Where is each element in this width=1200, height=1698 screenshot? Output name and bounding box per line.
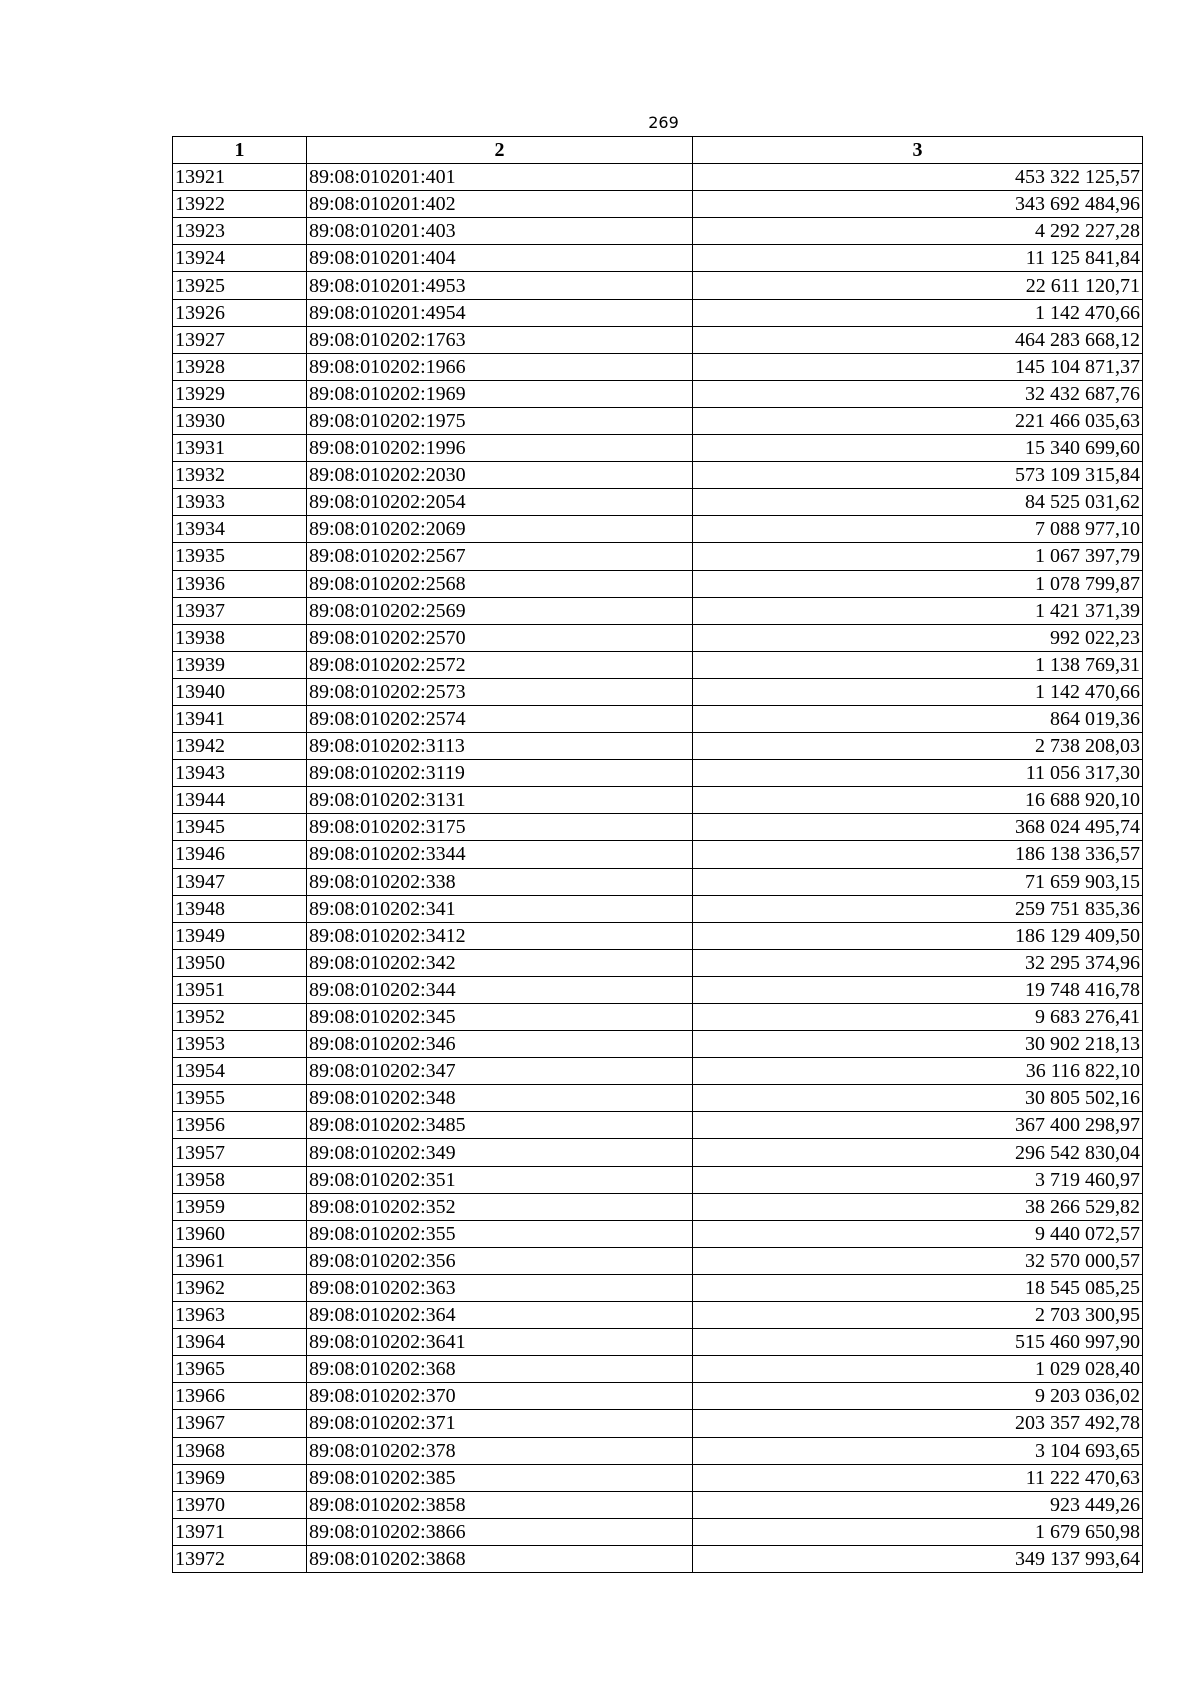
cadastral-value-cell: 368 024 495,74 [693,814,1143,841]
row-number-cell: 13924 [173,245,307,272]
cadastral-value-cell: 32 570 000,57 [693,1247,1143,1274]
cadastral-value-cell: 221 466 035,63 [693,407,1143,434]
row-number-cell: 13965 [173,1356,307,1383]
cadastral-value-cell: 22 611 120,71 [693,272,1143,299]
cadastral-number-cell: 89:08:010202:352 [307,1193,693,1220]
cadastral-number-cell: 89:08:010202:3858 [307,1491,693,1518]
cadastral-value-cell: 349 137 993,64 [693,1545,1143,1572]
row-number-cell: 13936 [173,570,307,597]
cadastral-number-cell: 89:08:010202:2569 [307,597,693,624]
cadastral-number-cell: 89:08:010202:344 [307,976,693,1003]
cadastral-value-cell: 453 322 125,57 [693,164,1143,191]
cadastral-value-cell: 7 088 977,10 [693,516,1143,543]
table-row [173,570,1143,597]
cadastral-value-cell: 30 805 502,16 [693,1085,1143,1112]
cadastral-value-cell: 2 738 208,03 [693,733,1143,760]
cadastral-number-cell: 89:08:010202:2570 [307,624,693,651]
row-number-cell: 13934 [173,516,307,543]
table-row [173,949,1143,976]
cadastral-value-cell: 9 683 276,41 [693,1004,1143,1031]
cadastral-value-cell: 1 421 371,39 [693,597,1143,624]
cadastral-value-cell: 864 019,36 [693,705,1143,732]
cadastral-number-cell: 89:08:010202:2069 [307,516,693,543]
row-number-cell: 13921 [173,164,307,191]
table-row [173,678,1143,705]
cadastral-number-cell: 89:08:010201:404 [307,245,693,272]
table-row [173,164,1143,191]
row-number-cell: 13939 [173,651,307,678]
table-row [173,380,1143,407]
row-number-cell: 13942 [173,733,307,760]
cadastral-number-cell: 89:08:010202:364 [307,1302,693,1329]
cadastral-value-cell: 9 440 072,57 [693,1220,1143,1247]
row-number-cell: 13958 [173,1166,307,1193]
table-row [173,462,1143,489]
row-number-cell: 13956 [173,1112,307,1139]
cadastral-value-cell: 3 719 460,97 [693,1166,1143,1193]
cadastral-value-cell: 4 292 227,28 [693,218,1143,245]
cadastral-value-cell: 18 545 085,25 [693,1274,1143,1301]
cadastral-value-cell: 1 138 769,31 [693,651,1143,678]
row-number-cell: 13927 [173,326,307,353]
cadastral-value-cell: 1 067 397,79 [693,543,1143,570]
cadastral-number-cell: 89:08:010202:3412 [307,922,693,949]
cadastral-number-cell: 89:08:010202:345 [307,1004,693,1031]
cadastral-value-cell: 32 432 687,76 [693,380,1143,407]
cadastral-number-cell: 89:08:010202:347 [307,1058,693,1085]
row-number-cell: 13926 [173,299,307,326]
cadastral-number-cell: 89:08:010201:4954 [307,299,693,326]
row-number-cell: 13945 [173,814,307,841]
cadastral-number-cell: 89:08:010202:2054 [307,489,693,516]
table-row [173,407,1143,434]
cadastral-number-cell: 89:08:010202:3641 [307,1329,693,1356]
column-header-3: 3 [693,137,1143,164]
cadastral-number-cell: 89:08:010201:402 [307,191,693,218]
cadastral-number-cell: 89:08:010201:4953 [307,272,693,299]
cadastral-number-cell: 89:08:010202:3175 [307,814,693,841]
row-number-cell: 13966 [173,1383,307,1410]
cadastral-number-cell: 89:08:010202:371 [307,1410,693,1437]
table-row [173,841,1143,868]
cadastral-number-cell: 89:08:010202:346 [307,1031,693,1058]
cadastral-number-cell: 89:08:010202:1975 [307,407,693,434]
cadastral-number-cell: 89:08:010202:1969 [307,380,693,407]
table-row [173,868,1143,895]
row-number-cell: 13937 [173,597,307,624]
table-row [173,191,1143,218]
cadastral-value-cell: 367 400 298,97 [693,1112,1143,1139]
cadastral-value-cell: 296 542 830,04 [693,1139,1143,1166]
cadastral-value-cell: 203 357 492,78 [693,1410,1143,1437]
table-row [173,1031,1143,1058]
row-number-cell: 13929 [173,380,307,407]
row-number-cell: 13925 [173,272,307,299]
row-number-cell: 13962 [173,1274,307,1301]
row-number-cell: 13948 [173,895,307,922]
cadastral-number-cell: 89:08:010201:401 [307,164,693,191]
row-number-cell: 13964 [173,1329,307,1356]
row-number-cell: 13970 [173,1491,307,1518]
row-number-cell: 13946 [173,841,307,868]
table-row [173,543,1143,570]
cadastral-value-cell: 343 692 484,96 [693,191,1143,218]
cadastral-number-cell: 89:08:010202:3344 [307,841,693,868]
table-row [173,1410,1143,1437]
table-row [173,218,1143,245]
table-row [173,1112,1143,1139]
table-row [173,1356,1143,1383]
cadastral-value-cell: 30 902 218,13 [693,1031,1143,1058]
row-number-cell: 13949 [173,922,307,949]
table-row [173,1247,1143,1274]
row-number-cell: 13951 [173,976,307,1003]
cadastral-value-cell: 515 460 997,90 [693,1329,1143,1356]
row-number-cell: 13952 [173,1004,307,1031]
cadastral-value-cell: 16 688 920,10 [693,787,1143,814]
cadastral-value-cell: 1 029 028,40 [693,1356,1143,1383]
cadastral-number-cell: 89:08:010202:3866 [307,1518,693,1545]
row-number-cell: 13971 [173,1518,307,1545]
row-number-cell: 13923 [173,218,307,245]
cadastral-value-cell: 1 078 799,87 [693,570,1143,597]
row-number-cell: 13969 [173,1464,307,1491]
cadastral-value-cell: 32 295 374,96 [693,949,1143,976]
table-row [173,895,1143,922]
cadastral-number-cell: 89:08:010202:385 [307,1464,693,1491]
row-number-cell: 13947 [173,868,307,895]
row-number-cell: 13957 [173,1139,307,1166]
row-number-cell: 13933 [173,489,307,516]
table-row [173,814,1143,841]
table-row [173,976,1143,1003]
table-row [173,1058,1143,1085]
cadastral-number-cell: 89:08:010202:355 [307,1220,693,1247]
cadastral-value-cell: 1 142 470,66 [693,678,1143,705]
cadastral-number-cell: 89:08:010202:348 [307,1085,693,1112]
cadastral-value-cell: 186 138 336,57 [693,841,1143,868]
table-row [173,1193,1143,1220]
column-header-1: 1 [173,137,307,164]
table-row [173,1491,1143,1518]
page-number: 269 [648,113,679,132]
cadastral-value-cell: 38 266 529,82 [693,1193,1143,1220]
table-row [173,760,1143,787]
table-row [173,787,1143,814]
cadastral-value-cell: 11 222 470,63 [693,1464,1143,1491]
table-row [173,922,1143,949]
table-row [173,299,1143,326]
cadastral-value-cell: 15 340 699,60 [693,435,1143,462]
row-number-cell: 13953 [173,1031,307,1058]
cadastral-number-cell: 89:08:010202:2574 [307,705,693,732]
cadastral-value-cell: 1 679 650,98 [693,1518,1143,1545]
row-number-cell: 13954 [173,1058,307,1085]
table-row [173,705,1143,732]
row-number-cell: 13959 [173,1193,307,1220]
table-row [173,1004,1143,1031]
cadastral-value-cell: 186 129 409,50 [693,922,1143,949]
cadastral-number-cell: 89:08:010201:403 [307,218,693,245]
cadastral-value-cell: 573 109 315,84 [693,462,1143,489]
table-row [173,1329,1143,1356]
cadastral-number-cell: 89:08:010202:363 [307,1274,693,1301]
cadastral-value-cell: 3 104 693,65 [693,1437,1143,1464]
table-row [173,435,1143,462]
cadastral-value-cell: 11 125 841,84 [693,245,1143,272]
row-number-cell: 13960 [173,1220,307,1247]
cadastral-number-cell: 89:08:010202:2572 [307,651,693,678]
cadastral-value-cell: 9 203 036,02 [693,1383,1143,1410]
row-number-cell: 13941 [173,705,307,732]
table-row [173,353,1143,380]
cadastral-value-cell: 1 142 470,66 [693,299,1143,326]
cadastral-value-cell: 992 022,23 [693,624,1143,651]
cadastral-number-cell: 89:08:010202:3131 [307,787,693,814]
cadastral-number-cell: 89:08:010202:2567 [307,543,693,570]
cadastral-number-cell: 89:08:010202:1996 [307,435,693,462]
cadastral-number-cell: 89:08:010202:2573 [307,678,693,705]
cadastral-number-cell: 89:08:010202:370 [307,1383,693,1410]
cadastral-value-cell: 923 449,26 [693,1491,1143,1518]
table-row [173,1464,1143,1491]
column-header-2: 2 [307,137,693,164]
table-row [173,597,1143,624]
table-body [173,164,1143,1573]
row-number-cell: 13935 [173,543,307,570]
row-number-cell: 13928 [173,353,307,380]
table-row [173,516,1143,543]
cadastral-number-cell: 89:08:010202:356 [307,1247,693,1274]
row-number-cell: 13967 [173,1410,307,1437]
table-row [173,1302,1143,1329]
table-row [173,1274,1143,1301]
cadastral-number-cell: 89:08:010202:378 [307,1437,693,1464]
table-row [173,1518,1143,1545]
row-number-cell: 13940 [173,678,307,705]
table-row [173,1545,1143,1572]
row-number-cell: 13963 [173,1302,307,1329]
table-row [173,651,1143,678]
cadastral-number-cell: 89:08:010202:342 [307,949,693,976]
table-header-row [173,137,1143,164]
row-number-cell: 13922 [173,191,307,218]
row-number-cell: 13968 [173,1437,307,1464]
cadastral-value-table [172,136,1143,1573]
cadastral-number-cell: 89:08:010202:3119 [307,760,693,787]
row-number-cell: 13961 [173,1247,307,1274]
cadastral-value-cell: 259 751 835,36 [693,895,1143,922]
row-number-cell: 13932 [173,462,307,489]
cadastral-number-cell: 89:08:010202:3113 [307,733,693,760]
table-row [173,326,1143,353]
table-row [173,489,1143,516]
cadastral-value-cell: 84 525 031,62 [693,489,1143,516]
cadastral-number-cell: 89:08:010202:351 [307,1166,693,1193]
table-row [173,1437,1143,1464]
cadastral-number-cell: 89:08:010202:1763 [307,326,693,353]
row-number-cell: 13950 [173,949,307,976]
row-number-cell: 13972 [173,1545,307,1572]
table-row [173,272,1143,299]
row-number-cell: 13938 [173,624,307,651]
table-row [173,1166,1143,1193]
row-number-cell: 13943 [173,760,307,787]
row-number-cell: 13931 [173,435,307,462]
cadastral-number-cell: 89:08:010202:3868 [307,1545,693,1572]
table-row [173,245,1143,272]
table-row [173,1139,1143,1166]
table-row [173,624,1143,651]
cadastral-number-cell: 89:08:010202:349 [307,1139,693,1166]
cadastral-value-cell: 36 116 822,10 [693,1058,1143,1085]
cadastral-number-cell: 89:08:010202:3485 [307,1112,693,1139]
cadastral-number-cell: 89:08:010202:2030 [307,462,693,489]
cadastral-number-cell: 89:08:010202:1966 [307,353,693,380]
cadastral-number-cell: 89:08:010202:338 [307,868,693,895]
cadastral-number-cell: 89:08:010202:341 [307,895,693,922]
table-row [173,1383,1143,1410]
row-number-cell: 13944 [173,787,307,814]
cadastral-number-cell: 89:08:010202:2568 [307,570,693,597]
row-number-cell: 13955 [173,1085,307,1112]
cadastral-value-cell: 71 659 903,15 [693,868,1143,895]
cadastral-value-cell: 145 104 871,37 [693,353,1143,380]
table-row [173,1220,1143,1247]
cadastral-value-cell: 11 056 317,30 [693,760,1143,787]
table-row [173,733,1143,760]
cadastral-number-cell: 89:08:010202:368 [307,1356,693,1383]
cadastral-value-cell: 2 703 300,95 [693,1302,1143,1329]
cadastral-value-cell: 464 283 668,12 [693,326,1143,353]
table-row [173,1085,1143,1112]
row-number-cell: 13930 [173,407,307,434]
cadastral-value-cell: 19 748 416,78 [693,976,1143,1003]
